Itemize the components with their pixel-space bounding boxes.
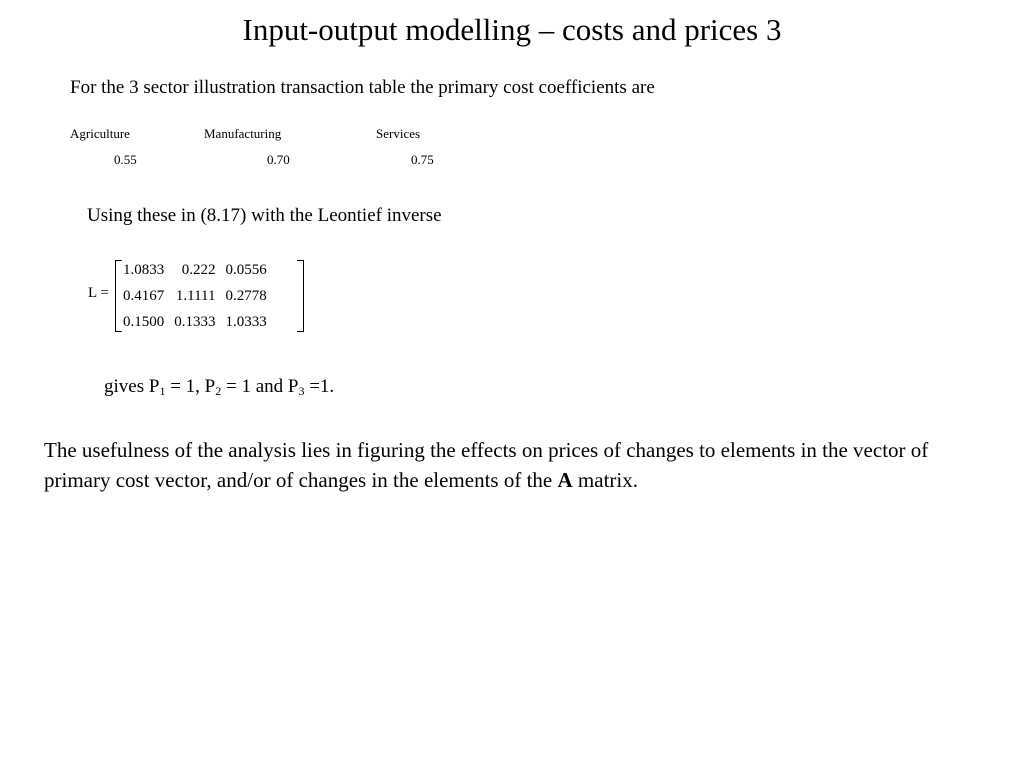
result-text (104, 376, 334, 399)
result-mid-1: = 1, P (165, 376, 216, 397)
usefulness-end: matrix. (572, 468, 638, 492)
coef-manufacturing: 0.70 (267, 152, 290, 167)
subscript-3: 3 (298, 384, 305, 398)
matrix-label: L = (88, 285, 109, 301)
using-text: Using these in (8.17) with the Leontief inverse (87, 205, 442, 226)
subscript-1: 1 (159, 384, 166, 398)
sector-label-manufacturing: Manufacturing (204, 126, 282, 141)
matrix-a-bold: A (557, 468, 573, 492)
coef-agriculture: 0.55 (114, 152, 137, 167)
matrix-cell: 1.0333 (225, 313, 267, 330)
matrix-cell: 1.0833 (123, 261, 165, 278)
usefulness-paragraph (44, 435, 964, 495)
matrix-cell: 1.1111 (175, 287, 216, 304)
slide-title: Input-output modelling – costs and prices 3 (242, 12, 782, 47)
matrix-row (118, 309, 272, 335)
sector-label-services: Services (376, 126, 421, 141)
matrix-cell: 0.0556 (225, 261, 267, 278)
usefulness-text: The usefulness of the analysis lies in figuring the effects on prices of changes to elements in the vector of primary cost vector, and/or of changes in the elements of the (44, 438, 929, 492)
sector-label-agriculture: Agriculture (70, 126, 130, 141)
coef-services: 0.75 (411, 152, 434, 167)
matrix-row (118, 283, 272, 309)
matrix-row (118, 257, 272, 283)
matrix-cell: 0.1333 (174, 313, 216, 330)
matrix-cell: 0.2778 (225, 287, 267, 304)
result-prefix: gives P (104, 376, 160, 397)
subscript-2: 2 (215, 384, 222, 398)
matrix-cell: 0.1500 (123, 313, 165, 330)
matrix-table (118, 257, 272, 335)
matrix-right-bracket (297, 260, 304, 332)
result-suffix: =1. (304, 376, 335, 397)
intro-text: For the 3 sector illustration transaction table the primary cost coefficients are (70, 77, 655, 98)
matrix-cell: 0.222 (181, 261, 216, 278)
result-mid-2: = 1 and P (221, 376, 299, 397)
matrix-cell: 0.4167 (123, 287, 165, 304)
